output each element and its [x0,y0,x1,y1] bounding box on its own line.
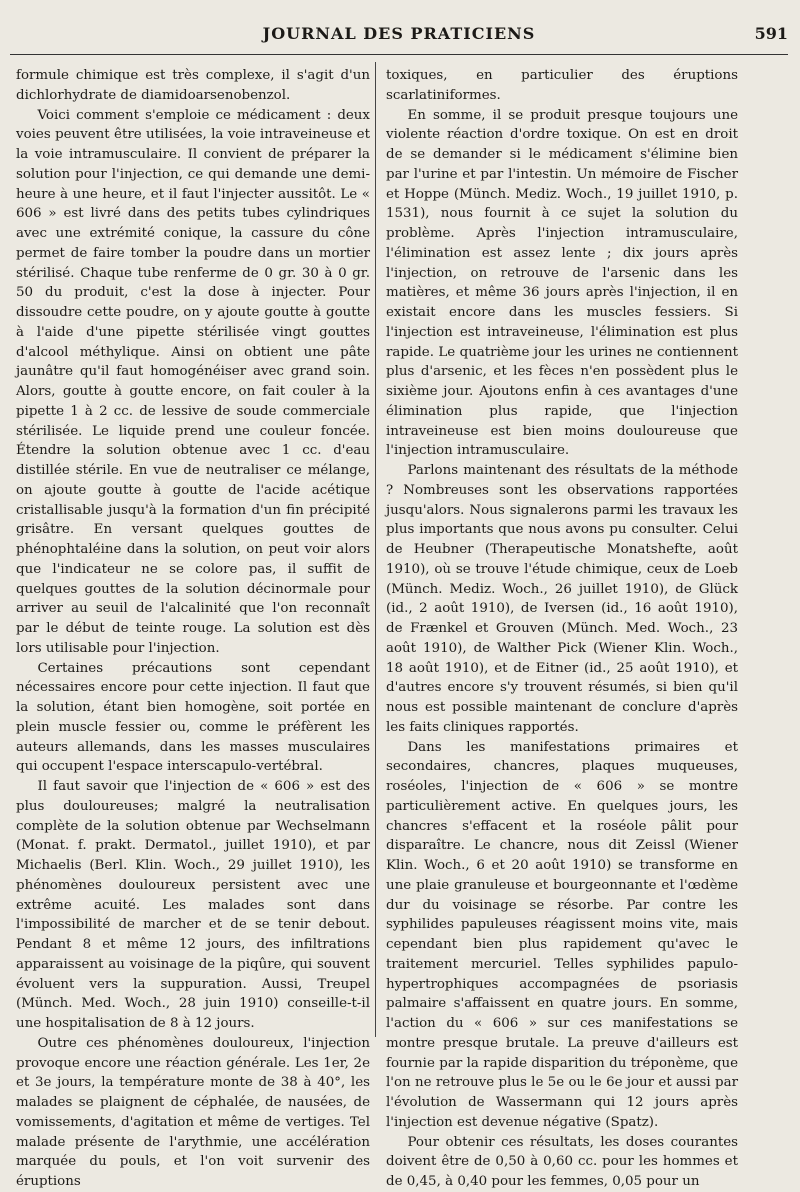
paragraph: Parlons maintenant des résultats de la méthode ? Nombreuses sont les observations rapportées jusqu'alors. Nous signalerons parmi les travaux les plus importants que nous avons pu consulter. Celui de Heubner (Therapeutische Monatshefte, août 1910), où se trouve l'étude chimique, ceux de Loeb (Münch. Mediz. Woch., 26 juillet 1910), de Glück (id., 2 août 1910), de Iversen (id., 16 août 1910), de Frænkel et Grouven (Münch. Med. Woch., 23 août 1910), de Walther Pick (Wiener Klin. Woch., 18 août 1910), et de Eitner (id., 25 août 1910), et d'autres encore s'y trouvent résumés, si bien qu'il nous est possible maintenant de conclure d'après les faits cliniques rapportés. [386,463,738,735]
paragraph: Voici comment s'emploie ce médicament : deux voies peuvent être utilisées, la voie intraveineuse et la voie intramusculaire. Il convient de préparer la solution pour l'injection, ce qui demande une demi-heure à une heure, et il faut l'injecter aussitôt. Le « 606 » est livré dans des petits tubes cylindriques avec une extrémité conique, la cassure du cône permet de faire tomber la poudre dans un mortier stérilisé. Chaque tube renferme de 0 gr. 30 à 0 gr. 50 du produit, c'est la dose à injecter. Pour dissoudre cette poudre, on y ajoute goutte à goutte à l'aide d'une pipette stérilisée vingt gouttes d'alcool méthylique. Ainsi on obtient une pâte jaunâtre qu'il faut homogénéiser avec grand soin. Alors, goutte à goutte encore, on fait couler à la pipette 1 à 2 cc. de lessive de soude commerciale stérilisée. Le liquide prend une couleur foncée. Étendre la solution obtenue avec 1 cc. d'eau distillée stérile. En vue de neutraliser ce mélange, on ajoute goutte à goutte de l'acide acétique cristallisable jusqu'à la formation d'un fin précipité grisâtre. En versant quelques gouttes de phénophtaléine dans la solution, on peut voir alors que l'indicateur ne se colore pas, il suffit de quelques gouttes de la solution décinormale pour arriver au seuil de l'alcalinité que l'on reconnaît par le début de teinte rouge. La solution est dès lors utilisable pour l'injection. [16,107,370,656]
page-header [10,24,788,50]
column-divider [375,62,376,1037]
paragraph: Pour obtenir ces résultats, les doses courantes doivent être de 0,50 à 0,60 cc. pour les hommes et de 0,45, à 0,40 pour les femmes, 0,05 pour un [386,1134,738,1189]
paragraph: Il faut savoir que l'injection de « 606 » est des plus douloureuses; malgré la neutralisation complète de la solution obtenue par Wechselmann (Monat. f. prakt. Dermatol., juillet 1910), et par Michaelis (Berl. Klin. Woch., 29 juillet 1910), les phénomènes douloureux persistent avec une extrême acuité. Les malades sont dans l'impossibilité de marcher et de se tenir debout. Pendant 8 et même 12 jours, des infiltrations apparaissent au voisinage de la piqûre, qui souvent évoluent vers la suppuration. Aussi, Treupel (Münch. Med. Woch., 28 juin 1910) conseille-t-il une hospitalisation de 8 à 12 jours. [16,779,370,1031]
paragraph: formule chimique est très complexe, il s'agit d'un dichlorhydrate de diamidoarsenobenzol. [16,68,370,103]
paragraph: En somme, il se produit presque toujours une violente réaction d'ordre toxique. On est en droit de se demander si le médicament s'élimine bien par l'urine et par l'intestin. Un mémoire de Fischer et Hoppe (Münch. Mediz. Woch., 19 juillet 1910, p. 1531), nous fournit à ce sujet la solution du problème. Après l'injection intramusculaire, l'élimination est assez lente ; dix jours après l'injection, on retrouve de l'arsenic dans les matières, et même 36 jours après l'injection, il en existait encore dans les muscles fessiers. Si l'injection est intraveineuse, l'élimination est plus rapide. Le quatrième jour les urines ne contiennent plus d'arsenic, et les fèces n'en possèdent plus le sixième jour. Ajoutons enfin à ces avantages d'une élimination plus rapide, que l'injection intraveineuse est bien moins douloureuse que l'injection intramusculaire. [386,107,738,459]
paragraph: Certaines précautions sont cependant nécessaires encore pour cette injection. Il faut que la solution, étant bien homogène, soit portée en plein muscle fessier ou, comme le préfèrent les auteurs allemands, dans les masses musculaires qui occupent l'espace interscapulo-vertébral. [16,660,370,775]
running-title: JOURNAL DES PRATICIENS [262,24,536,43]
paragraph: Dans les manifestations primaires et secondaires, chancres, plaques muqueuses, roséoles, l'injection de « 606 » se montre particulièrement active. En quelques jours, les chancres s'effacent et la roséole pâlit pour disparaître. Le chancre, nous dit Zeissl (Wiener Klin. Woch., 6 et 20 août 1910) se transforme en une plaie granuleuse et bourgeonnante et l'œdème dur du voisinage se résorbe. Par contre les syphilides papuleuses réagissent moins vite, mais cependant bien plus rapidement qu'avec le traitement mercuriel. Telles syphilides papulo-hypertrophiques accompagnées de psoriasis palmaire s'affaissent en quatre jours. En somme, l'action du « 606 » sur ces manifestations se montre presque brutale. La preuve d'ailleurs est fournie par la rapide disparition du tréponème, que l'on ne retrouve plus le 5e ou le 6e jour et aussi par l'évolution de Wassermann qui 12 jours après l'injection est devenue négative (Spatz). [386,739,738,1130]
page-number: 591 [754,24,788,43]
right-column [386,66,738,1189]
header-rule [10,54,788,55]
paragraph: Outre ces phénomènes douloureux, l'injection provoque encore une réaction générale. Les 1er, 2e et 3e jours, la température monte de 38 à 40°, les malades se plaignent de céphalée, de nausées, de vomissements, d'agitation et même de vertiges. Tel malade présente de l'arythmie, une accélération marquée du pouls, et l'on voit survenir des éruptions [16,1035,370,1189]
paragraph: toxiques, en particulier des éruptions scarlatiniformes. [386,68,738,103]
left-column [16,66,370,1189]
